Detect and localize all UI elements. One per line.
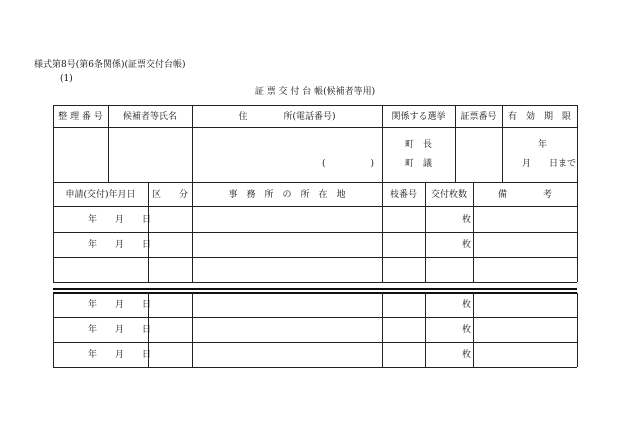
table2-col-line [425,293,426,367]
table1-header-related-election: 関係する選挙 [391,112,446,122]
row-date-placeholder: 年 月 日 [88,350,152,360]
election-option-council: 町 議 [404,159,432,169]
table2-header-application-date: 申請(交付)年月日 [65,190,136,200]
table2-col-line [192,293,193,367]
table2-col-line [53,293,54,367]
table1-border-bottom [53,182,577,183]
expiry-until-label: 月 日まで [522,159,577,169]
phone-paren: ( ) [322,159,375,169]
table1-header-seiri-bango: 整 理 番 号 [58,112,103,122]
row-date-placeholder: 年 月 日 [88,300,152,310]
table2-header-remarks: 備 考 [497,190,552,200]
row-date-placeholder: 年 月 日 [88,240,152,250]
row-date-placeholder: 年 月 日 [88,325,152,335]
expiry-year-label: 年 [538,140,548,150]
table2-header-category: 区 分 [151,190,188,200]
table1-header-candidate-name: 候補者等氏名 [122,112,177,122]
table1-header-certificate-number: 証票番号 [460,112,497,122]
table2-col-line [577,293,578,367]
table2-header-branch-number: 枝番号 [389,190,417,200]
table2-double-rule [53,292,577,294]
table1-header-expiry: 有 効 期 限 [507,112,571,122]
page-title: 証 票 交 付 台 帳(候補者等用) [254,87,376,97]
table1-header-divider [53,127,577,128]
row-count-suffix: 枚 [462,300,472,310]
row-count-suffix: 枚 [462,240,472,250]
row-date-placeholder: 年 月 日 [88,215,152,225]
table2-header-issued-count: 交付枚数 [430,190,467,200]
table2-row-line [53,232,577,233]
table1-border-top [53,105,577,106]
table2-col-line [473,293,474,367]
table2-row-line [53,317,577,318]
section-number: (1) [60,74,73,84]
table2-col-line [382,293,383,367]
row-count-suffix: 枚 [462,215,472,225]
table2-row-line [53,257,577,258]
table2-row-line [53,206,577,207]
table2-col-line [577,182,578,282]
election-option-mayor: 町 長 [404,140,432,150]
form-label: 様式第8号(第6条関係)(証票交付台帳) [34,60,186,70]
table1-header-address-phone: 住 所(電話番号) [238,112,336,122]
row-count-suffix: 枚 [462,325,472,335]
table2-header-office-location: 事 務 所 の 所 在 地 [228,190,346,200]
row-count-suffix: 枚 [462,350,472,360]
table2-row-line [53,282,577,283]
table1-col-line [577,105,578,182]
table2-row-line [53,342,577,343]
table2-border-bottom [53,367,577,368]
table2-double-rule [53,288,577,290]
